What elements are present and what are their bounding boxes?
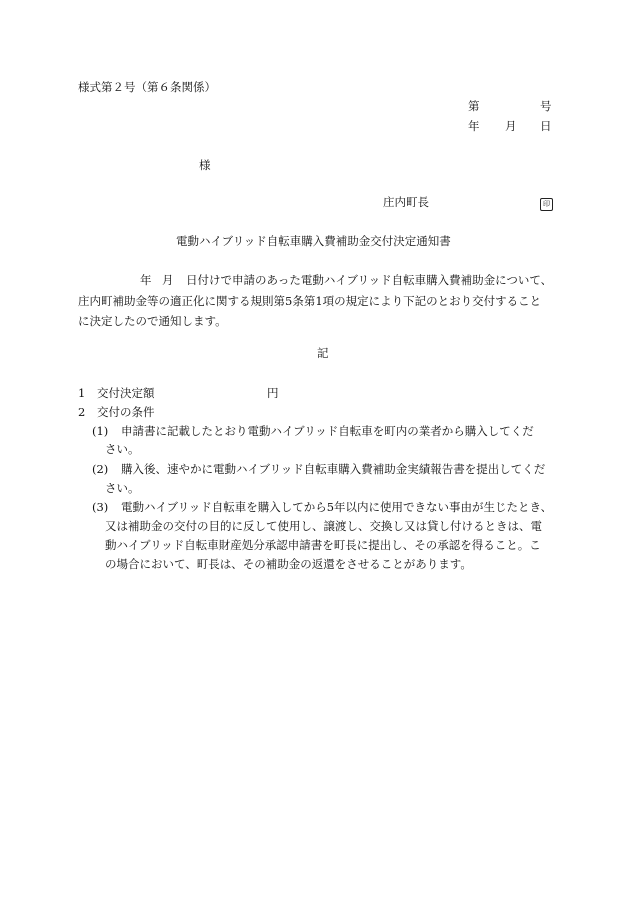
item-1-number: 1 (78, 386, 86, 400)
condition-1-line-2: さい。 (105, 442, 140, 456)
date-day: 日 (540, 119, 552, 133)
condition-3-number: (3) (92, 500, 109, 514)
condition-1-line-1: 申請書に記載したとおり電動ハイブリッド自転車を町内の業者から購入してくだ (121, 424, 534, 438)
issuer-name: 庄内町長 (383, 195, 429, 209)
seal-icon: 印 (540, 198, 553, 211)
body-month: 月 (162, 273, 174, 287)
item-2-number: 2 (78, 405, 86, 419)
item-2-label: 交付の条件 (97, 405, 155, 419)
item-1-label: 交付決定額 (97, 386, 155, 400)
condition-3-line-3: 動ハイブリッド自転車財産処分承認申請書を町長に提出し、その承認を得ること。こ (105, 538, 541, 552)
doc-number-suffix: 号 (540, 99, 552, 113)
document-title: 電動ハイブリッド自転車購入費補助金交付決定通知書 (176, 234, 451, 248)
body-line-3: に決定したので通知します。 (78, 314, 227, 328)
doc-number-prefix: 第 (468, 99, 480, 113)
condition-2-number: (2) (92, 462, 109, 476)
condition-1-number: (1) (92, 424, 109, 438)
condition-3-line-2: 又は補助金の交付の目的に反して使用し、譲渡し、交換し又は貸し付けるときは、電 (105, 519, 542, 533)
condition-3-line-4: の場合において、町長は、その補助金の返還をさせることがあります。 (105, 557, 472, 571)
seal-mark (540, 197, 553, 211)
condition-2-line-1: 購入後、速やかに電動ハイブリッド自転車購入費補助金実績報告書を提出してくだ (121, 462, 546, 476)
form-label: 様式第２号（第６条関係） (78, 80, 216, 94)
addressee-suffix: 様 (199, 158, 211, 172)
condition-2-line-2: さい。 (105, 481, 140, 495)
date-month: 月 (505, 119, 517, 133)
body-year: 年 (140, 273, 152, 287)
condition-3-line-1: 電動ハイブリッド自転車を購入してから5年以内に使用できない事由が生じたとき、 (121, 500, 553, 514)
body-line-2: 庄内町補助金等の適正化に関する規則第5条第1項の規定により下記のとおり交付すること (78, 294, 542, 308)
item-1-unit: 円 (267, 386, 279, 400)
date-year: 年 (468, 119, 480, 133)
ki-heading: 記 (317, 346, 329, 360)
body-line-1: 日付けで申請のあった電動ハイブリッド自転車購入費補助金について、 (186, 273, 553, 287)
